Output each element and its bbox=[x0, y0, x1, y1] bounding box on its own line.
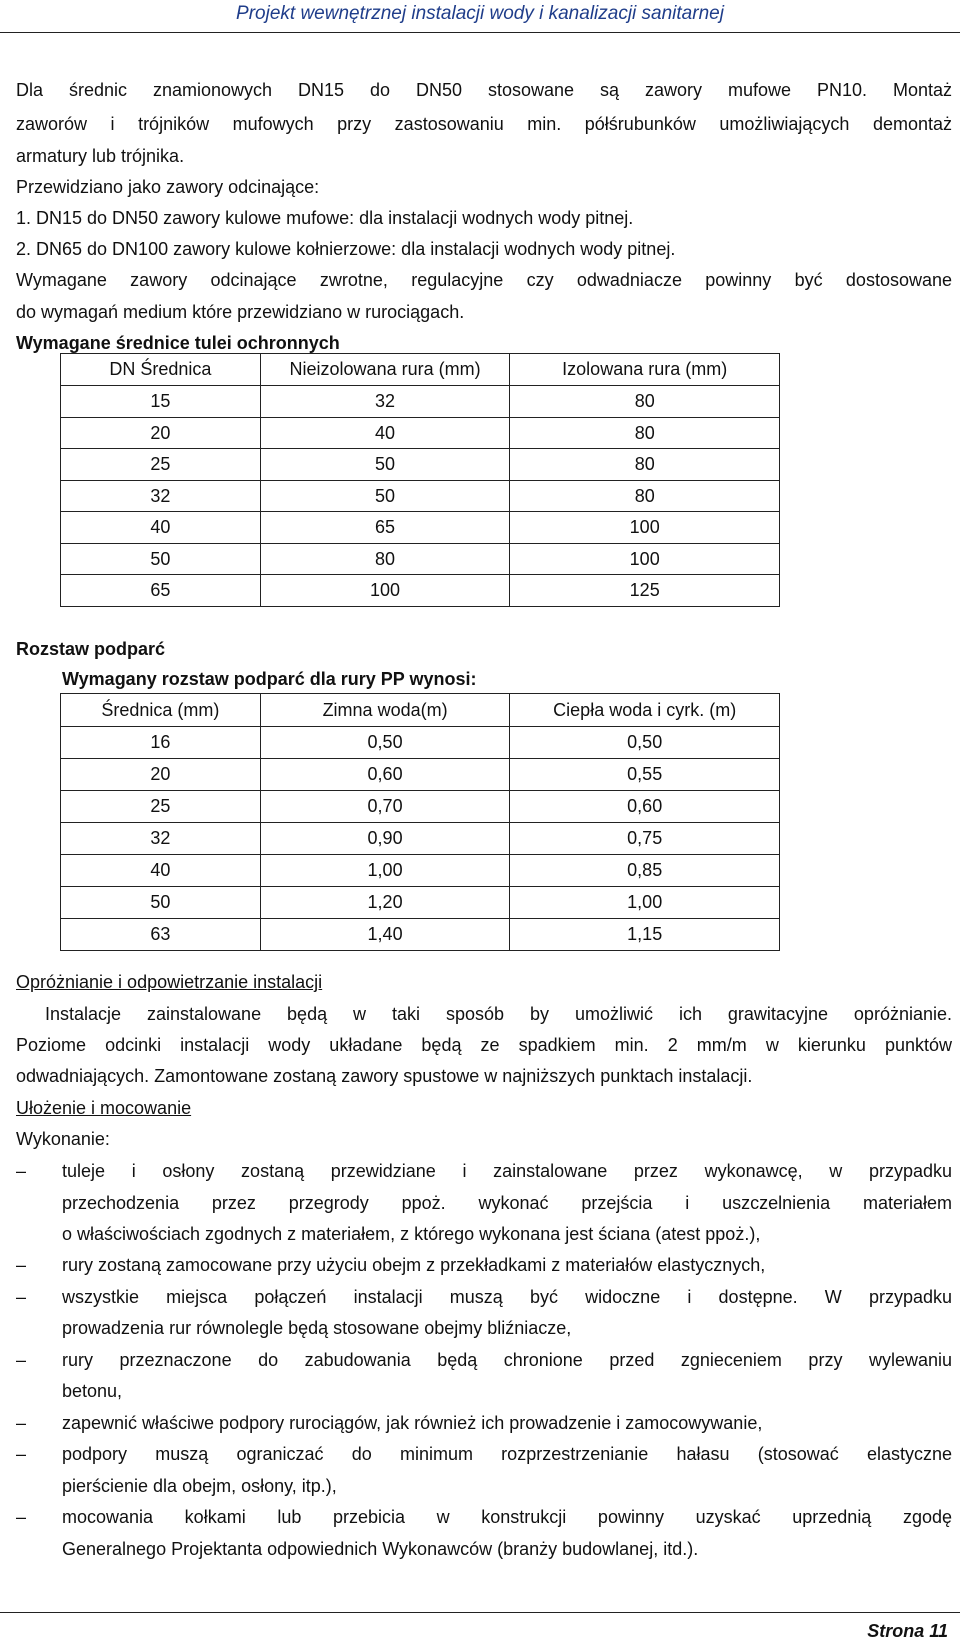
table-cell: 100 bbox=[510, 512, 780, 544]
table-cell: 1,40 bbox=[260, 919, 510, 951]
table-cell: 1,00 bbox=[510, 887, 780, 919]
supports-heading: Rozstaw podparć bbox=[16, 639, 166, 659]
table-cell: 80 bbox=[510, 418, 780, 449]
list-bullet: – bbox=[16, 1444, 27, 1464]
table-cell: 0,60 bbox=[510, 791, 780, 823]
table-row bbox=[61, 791, 780, 823]
valve-item-1: 1. DN15 do DN50 zawory kulowe mufowe: dla instalacji wodnych wody pitnej. bbox=[16, 208, 634, 228]
table-cell: 80 bbox=[260, 544, 510, 575]
list-item-cont: pierścienie dla obejm, osłony, itp.), bbox=[62, 1476, 337, 1496]
draining-line: odwadniających. Zamontowane zostaną zawory spustowe w najniższych punktach instalacji. bbox=[16, 1066, 753, 1086]
table-row bbox=[61, 887, 780, 919]
table-cell: 50 bbox=[61, 887, 261, 919]
table-cell: 0,70 bbox=[260, 791, 510, 823]
list-item-cont: przechodzenia przez przegrody ppoż. wykonać przejścia i uszczelnienia materiałem bbox=[62, 1193, 952, 1213]
list-item: rury zostaną zamocowane przy użyciu obejm z przekładkami z materiałów elastycznych, bbox=[62, 1255, 766, 1275]
table-row bbox=[61, 481, 780, 512]
column-header: Ciepła woda i cyrk. (m) bbox=[510, 694, 780, 727]
table-cell: 25 bbox=[61, 791, 261, 823]
table-cell: 32 bbox=[260, 386, 510, 418]
table-cell: 40 bbox=[61, 512, 261, 544]
table-cell: 80 bbox=[510, 481, 780, 512]
column-header: Izolowana rura (mm) bbox=[510, 354, 780, 386]
table-cell: 0,55 bbox=[510, 759, 780, 791]
list-item: rury przeznaczone do zabudowania będą chronione przed zgnieceniem przy wylewaniu bbox=[62, 1350, 952, 1370]
table-row bbox=[61, 449, 780, 481]
table-cell: 40 bbox=[260, 418, 510, 449]
list-item: mocowania kołkami lub przebicia w konstrukcji powinny uzyskać uprzednią zgodę bbox=[62, 1507, 952, 1527]
table-header-row bbox=[61, 694, 780, 727]
sleeves-table bbox=[60, 353, 780, 607]
table-cell: 1,20 bbox=[260, 887, 510, 919]
table-cell: 50 bbox=[61, 544, 261, 575]
draining-line: Instalacje zainstalowane będą w taki sposób by umożliwić ich grawitacyjne opróżnianie. bbox=[45, 1004, 952, 1024]
list-item-cont: prowadzenia rur równolegle będą stosowane obejmy bliźniacze, bbox=[62, 1318, 572, 1338]
column-header: Zimna woda(m) bbox=[260, 694, 510, 727]
table-cell: 125 bbox=[510, 575, 780, 607]
table-row bbox=[61, 575, 780, 607]
list-item: tuleje i osłony zostaną przewidziane i zainstalowane przez wykonawcę, w przypadku bbox=[62, 1161, 952, 1181]
table-cell: 80 bbox=[510, 386, 780, 418]
column-header: DN Średnica bbox=[61, 354, 261, 386]
table-cell: 20 bbox=[61, 759, 261, 791]
provided-label: Przewidziano jako zawory odcinające: bbox=[16, 177, 320, 197]
table-cell: 65 bbox=[61, 575, 261, 607]
list-bullet: – bbox=[16, 1287, 27, 1307]
supports-subheading: Wymagany rozstaw podparć dla rury PP wynosi: bbox=[62, 669, 477, 689]
list-item-cont: Generalnego Projektanta odpowiednich Wykonawców (branży budowlanej, itd.). bbox=[62, 1539, 699, 1559]
table-header-row bbox=[61, 354, 780, 386]
document-title: Projekt wewnętrznej instalacji wody i kanalizacji sanitarnej bbox=[236, 3, 724, 24]
intro-line: Dla średnic znamionowych DN15 do DN50 stosowane są zawory mufowe PN10. Montaż bbox=[16, 80, 952, 100]
intro-line: armatury lub trójnika. bbox=[16, 146, 185, 166]
list-item: zapewnić właściwe podpory rurociągów, jak również ich prowadzenie i zamocowywanie, bbox=[62, 1413, 763, 1433]
page-footer bbox=[0, 1612, 960, 1645]
table-row bbox=[61, 855, 780, 887]
list-bullet: – bbox=[16, 1161, 27, 1181]
table-cell: 100 bbox=[260, 575, 510, 607]
table-row bbox=[61, 823, 780, 855]
table-cell: 32 bbox=[61, 823, 261, 855]
column-header: Nieizolowana rura (mm) bbox=[260, 354, 510, 386]
table-cell: 20 bbox=[61, 418, 261, 449]
list-item-cont: o właściwościach zgodnych z materiałem, z którego wykonana jest ściana (atest ppoż.), bbox=[62, 1224, 761, 1244]
supports-table bbox=[60, 693, 780, 951]
list-bullet: – bbox=[16, 1413, 27, 1433]
list-bullet: – bbox=[16, 1255, 27, 1275]
table-cell: 65 bbox=[260, 512, 510, 544]
valve-item-2: 2. DN65 do DN100 zawory kulowe kołnierzowe: dla instalacji wodnych wody pitnej. bbox=[16, 239, 676, 259]
table-cell: 50 bbox=[260, 481, 510, 512]
sleeves-heading: Wymagane średnice tulei ochronnych bbox=[16, 333, 340, 353]
table-cell: 1,00 bbox=[260, 855, 510, 887]
table-cell: 80 bbox=[510, 449, 780, 481]
table-cell: 25 bbox=[61, 449, 261, 481]
list-bullet: – bbox=[16, 1507, 27, 1527]
table-cell: 40 bbox=[61, 855, 261, 887]
table-cell: 0,50 bbox=[510, 727, 780, 759]
intro-line: Wymagane zawory odcinające zwrotne, regulacyjne czy odwadniacze powinny być dostosowane bbox=[16, 270, 952, 290]
column-header: Średnica (mm) bbox=[61, 694, 261, 727]
table-row bbox=[61, 544, 780, 575]
table-cell: 100 bbox=[510, 544, 780, 575]
table-cell: 15 bbox=[61, 386, 261, 418]
list-item: podpory muszą ograniczać do minimum rozprzestrzenianie hałasu (stosować elastyczne bbox=[62, 1444, 952, 1464]
table-cell: 63 bbox=[61, 919, 261, 951]
page-header bbox=[0, 0, 960, 33]
table-row bbox=[61, 919, 780, 951]
intro-line: do wymagań medium które przewidziano w rurociągach. bbox=[16, 302, 465, 322]
list-bullet: – bbox=[16, 1350, 27, 1370]
table-cell: 0,50 bbox=[260, 727, 510, 759]
draining-heading: Opróżnianie i odpowietrzanie instalacji bbox=[16, 972, 323, 992]
list-item-cont: betonu, bbox=[62, 1381, 123, 1401]
table-row bbox=[61, 418, 780, 449]
table-cell: 50 bbox=[260, 449, 510, 481]
execution-label: Wykonanie: bbox=[16, 1129, 110, 1149]
draining-line: Poziome odcinki instalacji wody układane będą ze spadkiem min. 2 mm/m w kierunku punktów bbox=[16, 1035, 952, 1055]
table-row bbox=[61, 512, 780, 544]
page-number: Strona 11 bbox=[867, 1621, 948, 1641]
table-row bbox=[61, 386, 780, 418]
table-cell: 0,75 bbox=[510, 823, 780, 855]
table-cell: 0,90 bbox=[260, 823, 510, 855]
intro-line: zaworów i trójników mufowych przy zastosowaniu min. półśrubunków umożliwiających demontaż bbox=[16, 114, 952, 134]
table-row bbox=[61, 759, 780, 791]
table-cell: 32 bbox=[61, 481, 261, 512]
table-cell: 16 bbox=[61, 727, 261, 759]
list-item: wszystkie miejsca połączeń instalacji muszą być widoczne i dostępne. W przypadku bbox=[62, 1287, 952, 1307]
table-cell: 0,85 bbox=[510, 855, 780, 887]
table-cell: 0,60 bbox=[260, 759, 510, 791]
mounting-heading: Ułożenie i mocowanie bbox=[16, 1098, 192, 1118]
table-cell: 1,15 bbox=[510, 919, 780, 951]
table-row bbox=[61, 727, 780, 759]
